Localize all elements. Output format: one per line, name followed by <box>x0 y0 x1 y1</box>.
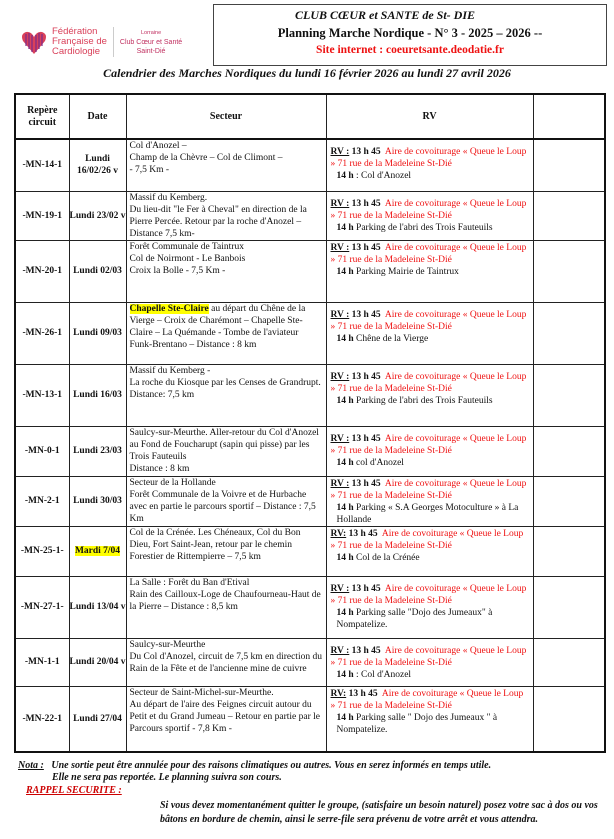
empty-cell <box>533 476 605 526</box>
repere: -MN-27-1- <box>15 576 69 638</box>
ffc-line: Cardiologie <box>52 46 101 57</box>
sect-line: Saulcy-sur-Meurthe <box>129 639 206 650</box>
sect-line: Au départ de l'aire des Feignes circuit autour du Petit et du Grand Jumeau – Retour en partie par le Parcours sportif - 7,8 Km - <box>129 699 320 734</box>
table-row <box>15 426 605 476</box>
destination: Parking « S.A Georges Motoculture » à La Hollande <box>336 502 519 525</box>
date-text: Lundi 23/03 <box>73 446 122 456</box>
date-text: Lundi 27/04 <box>73 713 122 724</box>
header-empty <box>533 94 605 139</box>
header-repere: Repère circuit <box>15 94 69 139</box>
rv <box>326 302 533 364</box>
rv-time: 13 h 45 <box>351 198 381 209</box>
repere: -MN-14-1 <box>15 139 69 191</box>
ffc-line: Fédération <box>52 26 98 37</box>
time-14h: 14 h <box>336 266 354 277</box>
rv-place: Aire de covoiturage « Queue le Loup » 71 rue de la Madeleine St-Dié <box>330 242 527 265</box>
table-row <box>15 476 605 526</box>
secteur <box>126 364 326 426</box>
destination: Parking salle "Dojo des Jumeaux" à Nompatelize. <box>336 607 493 630</box>
empty-cell <box>533 139 605 191</box>
destination: Parking de l'abri des Trois Fauteuils <box>356 222 493 233</box>
time-14h: 14 h <box>336 457 354 468</box>
date-text: Mardi 7/04 <box>74 546 121 556</box>
repere: -MN-13-1 <box>15 364 69 426</box>
rv-time: 13 h 45 <box>351 433 381 444</box>
header-date: Date <box>69 94 126 139</box>
date <box>69 139 126 191</box>
repere: -MN-1-1 <box>15 638 69 686</box>
rv <box>326 638 533 686</box>
destination: : Col d'Anozel <box>356 171 412 181</box>
time-14h: 14 h <box>336 502 354 513</box>
rv <box>326 576 533 638</box>
date <box>69 526 126 576</box>
sect-line: Massif du Kemberg - <box>129 365 211 376</box>
rappel-text: Si vous devez momentanément quitter le groupe, (satisfaire un besoin naturel) posez votre sac à dos ou vos bâtons en bordure de chemin, ainsi le serre-file sera prévenu de votre arrêt et vous attendra. <box>160 800 598 825</box>
rv-label: RV : <box>330 645 350 656</box>
rv <box>326 364 533 426</box>
rv-label: RV : <box>330 478 350 489</box>
club-title: CLUB CŒUR et SANTE de St- DIE <box>294 8 475 22</box>
table-row <box>15 576 605 638</box>
date-text: Lundi 23/02 v <box>69 210 126 221</box>
empty-cell <box>533 638 605 686</box>
date-text: Lundi 09/03 <box>73 328 122 338</box>
rv-time: 13 h 45 <box>348 528 378 539</box>
date-text: Lundi 02/03 <box>73 266 122 276</box>
nota-line: Elle ne sera pas reportée. Le planning suivra son cours. <box>52 772 282 783</box>
empty-cell <box>533 240 605 302</box>
rv-label: RV : <box>330 433 350 444</box>
planning-title: Planning Marche Nordique - N° 3 - 2025 – 2026 -- <box>277 26 543 40</box>
secteur <box>126 139 326 191</box>
rv <box>326 139 533 191</box>
time-14h: 14 h <box>336 222 354 233</box>
repere: -MN-22-1 <box>15 686 69 752</box>
rv-place: Aire de covoiturage « Queue le Loup » 71 rue de la Madeleine St-Dié <box>330 371 527 394</box>
rv-time: 13 h 45 <box>351 242 381 253</box>
secteur <box>126 476 326 526</box>
rv-time: 13 h 45 <box>351 309 381 320</box>
destination: : Col d'Anozel <box>356 669 412 680</box>
sect-line: Forêt Communale de Taintrux <box>129 241 244 252</box>
sect-line: Forêt Communale de la Voivre et de Hurbache avec en partie le parcours sportif – Distance : 7,5 Km <box>129 489 316 524</box>
rv-time: 13 h 45 <box>351 583 381 594</box>
ffc-name <box>52 27 114 57</box>
sect-line: Massif du Kemberg. <box>129 192 208 203</box>
date <box>69 476 126 526</box>
region: Lorraine <box>140 29 162 36</box>
repere: -MN-25-1- <box>15 526 69 576</box>
rv-place: Aire de covoiturage « Queue le Loup » 71 rue de la Madeleine St-Dié <box>330 309 527 332</box>
date-text: Lundi 16/02/26 v <box>77 154 118 177</box>
sect-line: La Salle : Forêt du Ban d'Etival <box>129 577 250 588</box>
rv-place: Aire de covoiturage « Queue le Loup » 71 rue de la Madeleine St-Dié <box>330 433 527 456</box>
destination: Parking salle " Dojo des Jumeaux " à Nompatelize. <box>336 712 498 735</box>
rv-place: Aire de covoiturage « Queue le Loup » 71 rue de la Madeleine St-Dié <box>330 583 527 606</box>
nota <box>18 760 491 784</box>
rv-label: RV : <box>330 583 350 594</box>
date <box>69 576 126 638</box>
rv-time: 13 h 45 <box>351 147 381 157</box>
heart-logo-icon <box>20 28 48 56</box>
highlight: Chapelle Ste-Claire <box>129 303 209 314</box>
time-14h: 14 h <box>336 171 354 181</box>
rv-place: Aire de covoiturage « Queue le Loup » 71 rue de la Madeleine St-Dié <box>330 478 527 501</box>
time-14h: 14 h <box>336 669 354 680</box>
time-14h: 14 h <box>336 395 354 406</box>
sect-text: au départ du Chêne de la Vierge – Croix de Charémont – Chapelle Ste-Claire – La Quémande - Tombe de l'aviateur Funk-Brentano – Distance : 8 km <box>129 303 306 350</box>
empty-cell <box>533 576 605 638</box>
destination: Parking de l'abri des Trois Fauteuils <box>356 395 493 406</box>
repere: -MN-20-1 <box>15 240 69 302</box>
sect-line: Saulcy-sur-Meurthe. Aller-retour du Col d'Anozel au Fond de Foucharupt (sapin qui pisse) par les Trois Fauteuils <box>129 427 319 462</box>
ffc-line: Française de <box>52 36 107 47</box>
nota-line: Une sortie peut être annulée pour des raisons climatiques ou autres. Vous en serez informés en temps utile. <box>51 760 492 771</box>
calendar-title: Calendrier des Marches Nordiques du lundi 16 février 2026 au lundi 27 avril 2026 <box>103 66 511 80</box>
website: Site internet : coeuretsante.deodatie.fr <box>316 44 504 56</box>
sect-line: Champ de la Chèvre – Col de Climont – <box>129 153 283 163</box>
rv-label: RV: <box>330 688 347 699</box>
time-14h: 14 h <box>336 333 354 344</box>
sect-line: Croix la Bolle - 7,5 Km - <box>129 265 226 276</box>
secteur <box>126 240 326 302</box>
rv-place: Aire de covoiturage « Queue le Loup » 71 rue de la Madeleine St-Dié <box>330 198 527 221</box>
time-14h: 14 h <box>336 552 354 563</box>
sect-line: Du lieu-dit "le Fer à Cheval" en direction de la Pierre Percée. Retour par la roche d'Anozel – Distance 7,5 km- <box>129 204 307 239</box>
sect-line: Col d'Anozel – <box>129 141 187 151</box>
rv-label: RV : <box>330 371 350 382</box>
empty-cell <box>533 302 605 364</box>
rv <box>326 240 533 302</box>
rv-time: 13 h 45 <box>348 688 378 699</box>
table-row <box>15 302 605 364</box>
header-secteur: Secteur <box>126 94 326 139</box>
time-14h: 14 h <box>336 712 354 723</box>
sect-line: Col de Noirmont - Le Banbois <box>129 253 246 264</box>
table-row <box>15 364 605 426</box>
sect-line: - 7,5 Km - <box>129 165 170 175</box>
repere: -MN-26-1 <box>15 302 69 364</box>
date-text: Lundi 13/04 v <box>69 602 126 612</box>
repere: -MN-0-1 <box>15 426 69 476</box>
secteur <box>126 576 326 638</box>
club-line: Club Cœur et Santé <box>119 38 183 46</box>
empty-cell <box>533 686 605 752</box>
club-name <box>120 29 182 56</box>
rv-time: 13 h 45 <box>351 478 381 489</box>
date <box>69 686 126 752</box>
date-text: Lundi 20/04 v <box>69 657 126 667</box>
rv-label: RV : <box>330 309 350 320</box>
rv-time: 13 h 45 <box>351 371 381 382</box>
destination: Chêne de la Vierge <box>356 333 429 344</box>
secteur <box>126 426 326 476</box>
empty-cell <box>533 191 605 240</box>
rv-place: Aire de covoiturage « Queue le Loup » 71 rue de la Madeleine St-Dié <box>330 528 524 551</box>
table-row <box>15 638 605 686</box>
schedule-table <box>14 93 606 753</box>
sect-line: Distance : 8 km <box>129 463 190 474</box>
sect-line: Secteur de Saint-Michel-sur-Meurthe. <box>129 687 274 698</box>
repere: -MN-2-1 <box>15 476 69 526</box>
table-row <box>15 686 605 752</box>
date <box>69 364 126 426</box>
secteur <box>126 638 326 686</box>
empty-cell <box>533 426 605 476</box>
secteur <box>126 302 326 364</box>
rv-label: RV: <box>330 528 347 539</box>
destination: Parking Mairie de Taintrux <box>356 266 459 277</box>
destination: Col de la Crénée <box>356 552 420 563</box>
secteur <box>126 526 326 576</box>
rv-time: 13 h 45 <box>351 645 381 656</box>
club-line: Saint-Dié <box>136 47 166 55</box>
rappel-label: RAPPEL SECURITE : <box>26 785 122 796</box>
table-row <box>15 240 605 302</box>
logo <box>20 22 205 62</box>
rv <box>326 426 533 476</box>
empty-cell <box>533 364 605 426</box>
destination: col d'Anozel <box>356 457 404 468</box>
sect-line: La roche du Kiosque par les Censes de Grandrupt. Distance: 7,5 km <box>129 377 321 400</box>
date <box>69 302 126 364</box>
date <box>69 426 126 476</box>
rv <box>326 476 533 526</box>
header-box <box>213 4 607 66</box>
date <box>69 638 126 686</box>
secteur <box>126 191 326 240</box>
time-14h: 14 h <box>336 607 354 618</box>
date <box>69 240 126 302</box>
rv <box>326 526 533 576</box>
date-text: Lundi 30/03 <box>73 496 122 506</box>
nota-label: Nota : <box>18 760 44 771</box>
rv <box>326 686 533 752</box>
rv-place: Aire de covoiturage « Queue le Loup » 71 rue de la Madeleine St-Dié <box>330 645 527 668</box>
rv-place: Aire de covoiturage « Queue le Loup » 71 rue de la Madeleine St-Dié <box>330 688 524 711</box>
rv-place: Aire de covoiturage « Queue le Loup » 71 rue de la Madeleine St-Dié <box>330 147 527 169</box>
sect-line: Secteur de la Hollande <box>129 477 216 488</box>
sect-line: Col de la Crénée. Les Chéneaux, Col du Bon Dieu, Fort Saint-Jean, retour par le chemin Forestier de Rittempierre – 7,5 km <box>129 527 301 562</box>
sect-line: Du Col d'Anozel, circuit de 7,5 km en direction du Rain de la Fête et de l'ancienne mine de cuivre <box>129 651 322 674</box>
sect-line: Rain des Cailloux-Loge de Chaufourneau-Haut de la Pierre – Distance : 8,5 km <box>129 589 321 612</box>
rv-label: RV : <box>330 242 350 253</box>
rv-label: RV : <box>330 147 350 157</box>
repere: -MN-19-1 <box>15 191 69 240</box>
table-row <box>15 526 605 576</box>
table-row <box>15 139 605 191</box>
empty-cell <box>533 526 605 576</box>
table-row <box>15 191 605 240</box>
rv-label: RV : <box>330 198 350 209</box>
secteur <box>126 686 326 752</box>
rv <box>326 191 533 240</box>
header-rv: RV <box>326 94 533 139</box>
date <box>69 191 126 240</box>
date-text: Lundi 16/03 <box>73 390 122 400</box>
